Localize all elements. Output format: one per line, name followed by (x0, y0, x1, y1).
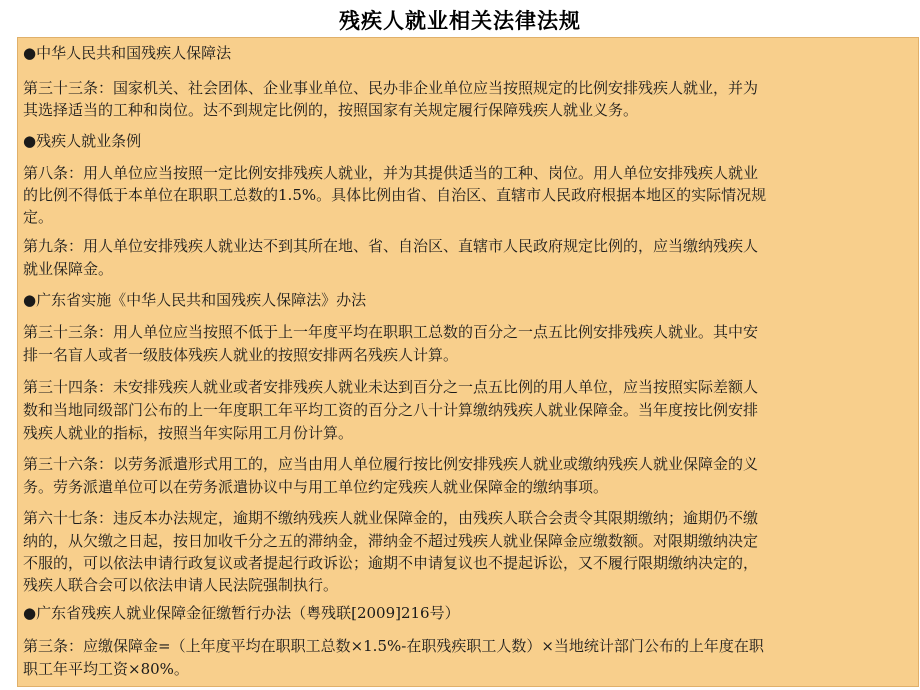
text-line: 职工年平均工资×80%。 (23, 660, 189, 678)
page-title: 残疾人就业相关法律法规 (339, 9, 581, 33)
section-heading: ●残疾人就业条例 (23, 132, 142, 150)
text-line: 务。劳务派遣单位可以在劳务派遣协议中与用工单位约定残疾人就业保障金的缴纳事项。 (23, 478, 609, 496)
text-line: 就业保障金。 (23, 260, 114, 278)
section-heading: ●中华人民共和国残疾人保障法 (23, 44, 232, 62)
text-line: 第三十六条：以劳务派遣形式用工的，应当由用人单位履行按比例安排残疾人就业或缴纳残疾人就业保障金的义 (23, 455, 759, 473)
text-line: 第三十四条：未安排残疾人就业或者安排残疾人就业未达到百分之一点五比例的用人单位，应当按照实际差额人 (23, 378, 759, 396)
text-line: 残疾人就业的指标，按照当年实际用工月份计算。 (23, 424, 354, 442)
text-line: 数和当地同级部门公布的上一年度职工年平均工资的百分之八十计算缴纳残疾人就业保障金。当年度按比例安排 (23, 401, 759, 419)
text-line: 第八条：用人单位应当按照一定比例安排残疾人就业，并为其提供适当的工种、岗位。用人单位安排残疾人就业 (23, 164, 759, 182)
text-line: 不服的，可以依法申请行政复议或者提起行政诉讼；逾期不申请复议也不提起诉讼，又不履行限期缴纳决定的， (23, 554, 759, 572)
text-line: 定。 (23, 208, 54, 226)
text-line: 第三条：应缴保障金=（上年度平均在职职工总数×1.5%-在职残疾职工人数）×当地统计部门公布的上年度在职 (23, 637, 764, 655)
text-line: 第六十七条：违反本办法规定，逾期不缴纳残疾人就业保障金的，由残疾人联合会责令其限期缴纳；逾期仍不缴 (23, 509, 759, 527)
text-line: 其选择适当的工种和岗位。达不到规定比例的，按照国家有关规定履行保障残疾人就业义务。 (23, 101, 639, 119)
text-line: 残疾人联合会可以依法申请人民法院强制执行。 (23, 576, 339, 594)
section-heading: ●广东省残疾人就业保障金征缴暂行办法（粤残联[2009]216号） (23, 604, 460, 622)
text-line: 第三十三条：用人单位应当按照不低于上一年度平均在职职工总数的百分之一点五比例安排残疾人就业。其中安 (23, 323, 759, 341)
text-line: 的比例不得低于本单位在职职工总数的1.5%。具体比例由省、自治区、直辖市人民政府根据本地区的实际情况规 (23, 186, 767, 204)
text-line: 排一名盲人或者一级肢体残疾人就业的按照安排两名残疾人计算。 (23, 346, 459, 364)
text-line: 第九条：用人单位安排残疾人就业达不到其所在地、省、自治区、直辖市人民政府规定比例的，应当缴纳残疾人 (23, 237, 759, 255)
law-content-panel (17, 37, 919, 687)
text-line: 第三十三条：国家机关、社会团体、企业事业单位、民办非企业单位应当按照规定的比例安排残疾人就业，并为 (23, 79, 759, 97)
section-heading: ●广东省实施《中华人民共和国残疾人保障法》办法 (23, 291, 367, 309)
text-line: 纳的，从欠缴之日起，按日加收千分之五的滞纳金，滞纳金不超过残疾人就业保障金应缴数额。对限期缴纳决定 (23, 532, 759, 550)
